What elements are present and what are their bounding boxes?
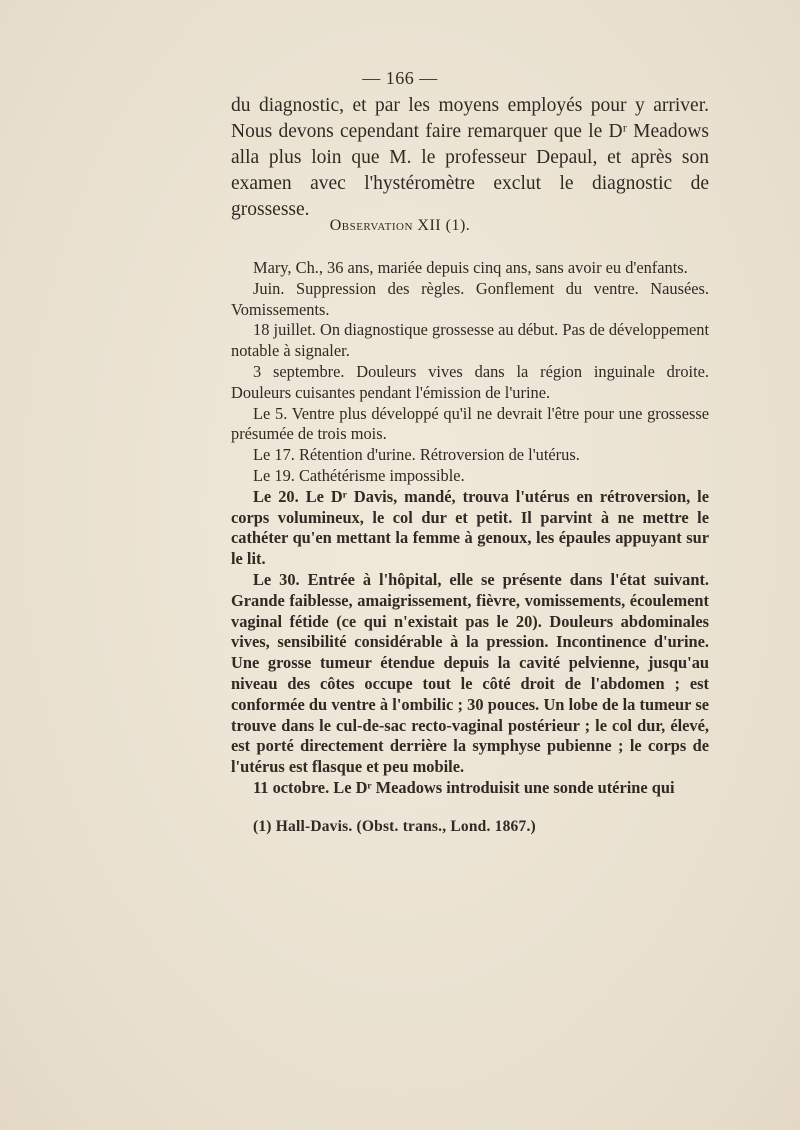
observation-paragraph-5: Le 5. Ventre plus développé qu'il ne devrait l'être pour une grossesse présumée de trois mois. xyxy=(231,403,709,444)
observation-title: Observation XII (1). xyxy=(329,217,471,234)
observation-paragraph-7: Le 19. Cathétérisme impossible. xyxy=(253,465,465,485)
observation-text-block xyxy=(231,258,709,799)
observation-paragraph-6: Le 17. Rétention d'urine. Rétroversion de l'utérus. xyxy=(253,445,580,465)
observation-paragraph-2: Juin. Suppression des règles. Gonflement du ventre. Nausées. Vomissements. xyxy=(231,278,709,319)
page-number: — 166 — xyxy=(362,68,438,88)
observation-paragraph-3: 18 juillet. On diagnostique grossesse au début. Pas de développement notable à signaler. xyxy=(231,320,709,361)
footnote: (1) Hall-Davis. (Obst. trans., Lond. 1867.) xyxy=(253,818,536,835)
observation-paragraph-8: Le 20. Le Dʳ Davis, mandé, trouva l'utérus en rétroversion, le corps volumineux, le col dur et petit. Il parvint à ne mettre le cathéter qu'en mettant la femme à genoux, les épaules appuyant sur le lit. xyxy=(231,486,709,569)
intro-text-block xyxy=(231,93,709,223)
observation-paragraph-10: 11 octobre. Le Dʳ Meadows introduisit une sonde utérine qui xyxy=(253,777,675,797)
observation-paragraph-4: 3 septembre. Douleurs vives dans la région inguinale droite. Douleurs cuisantes pendant l'émission de l'urine. xyxy=(231,361,709,402)
intro-paragraph: du diagnostic, et par les moyens employés pour y arriver. Nous devons cependant faire remarquer que le Dʳ Meadows alla plus loin que M. le professeur Depaul, et après son examen avec l'hystéromètre exclut le diagnostic de grossesse. xyxy=(231,95,709,220)
observation-paragraph-9: Le 30. Entrée à l'hôpital, elle se présente dans l'état suivant. Grande faiblesse, amaigrissement, fièvre, vomissements, écoulement vaginal fétide (ce qui n'existait pas le 20). Douleurs abdominales vives, sensibilité considérable à la pression. Incontinence d'urine. Une grosse tumeur étendue depuis la cavité pelvienne, jusqu'au niveau des côtes occupe tout le côté droit de l'abdomen ; est conformée du ventre à l'ombilic ; 30 pouces. Un lobe de la tumeur se trouve dans le cul-de-sac recto-vaginal postérieur ; le col dur, élevé, est porté directement derrière la symphyse pubienne ; le corps de l'utérus est flasque et peu mobile. xyxy=(231,569,709,777)
observation-paragraph-1: Mary, Ch., 36 ans, mariée depuis cinq ans, sans avoir eu d'enfants. xyxy=(253,258,688,277)
